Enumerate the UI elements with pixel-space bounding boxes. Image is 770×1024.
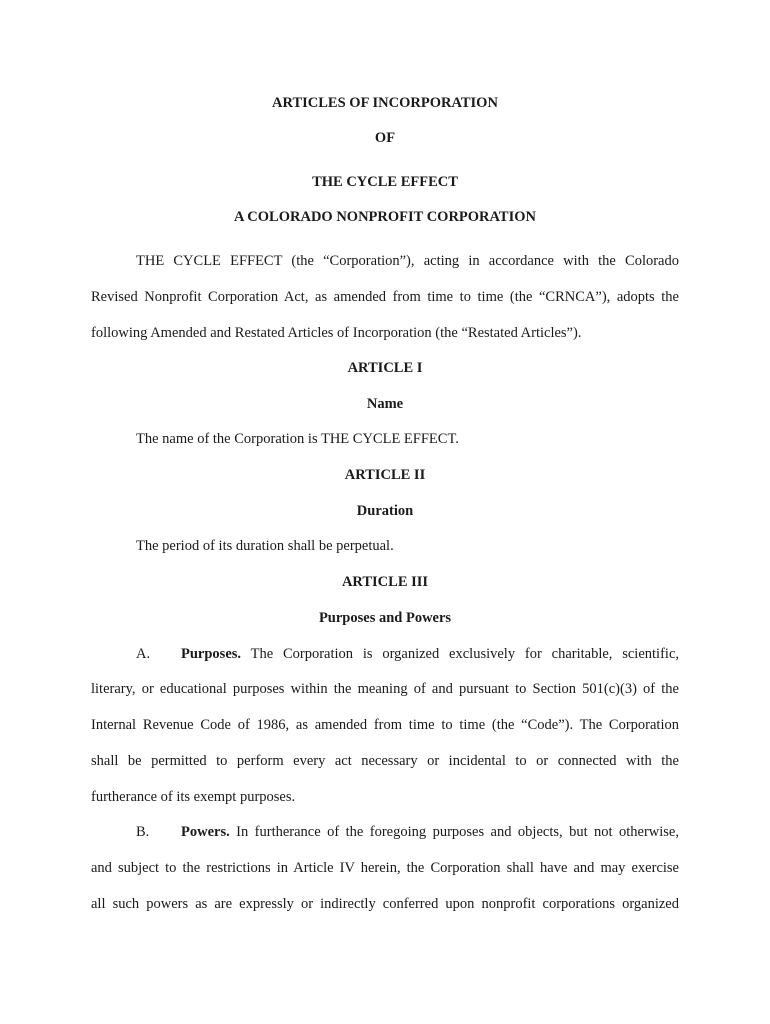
article1-subheading: Name bbox=[366, 396, 404, 412]
article3-subheading: Purposes and Powers bbox=[318, 610, 452, 626]
section-a-line-5: furtherance of its exempt purposes. bbox=[91, 789, 296, 805]
section-b-label: B. bbox=[136, 824, 150, 840]
article2-text: The period of its duration shall be perpetual. bbox=[136, 538, 394, 554]
article1-text: The name of the Corporation is THE CYCLE EFFECT. bbox=[136, 431, 459, 447]
title-line-2: OF bbox=[374, 130, 396, 146]
section-b-line-1-text: In furtherance of the foregoing purposes and objects, but not otherwise, bbox=[229, 824, 679, 840]
article3-heading: ARTICLE III bbox=[341, 574, 429, 590]
section-a-line-1-text: The Corporation is organized exclusively for charitable, scientific, bbox=[241, 646, 679, 662]
section-b-title: Powers. bbox=[181, 824, 230, 840]
section-a-line-4: shall be permitted to perform every act necessary or incidental to or connected with the bbox=[91, 753, 679, 769]
section-a-line-1 bbox=[136, 645, 679, 663]
title-line-1: ARTICLES OF INCORPORATION bbox=[272, 95, 498, 111]
intro-line-3: following Amended and Restated Articles of Incorporation (the “Restated Articles”). bbox=[91, 325, 582, 341]
section-b-line-2: and subject to the restrictions in Article IV herein, the Corporation shall have and may exercise bbox=[91, 860, 679, 876]
section-b-line-3: all such powers as are expressly or indirectly conferred upon nonprofit corporations organized bbox=[91, 896, 679, 912]
section-b-line-1 bbox=[136, 823, 679, 841]
title-line-3: THE CYCLE EFFECT bbox=[312, 174, 458, 190]
section-a-title: Purposes. bbox=[181, 646, 242, 662]
section-a-label: A. bbox=[136, 646, 151, 662]
article2-heading: ARTICLE II bbox=[344, 467, 426, 483]
article2-subheading: Duration bbox=[356, 503, 414, 519]
title-line-4: A COLORADO NONPROFIT CORPORATION bbox=[234, 209, 536, 225]
intro-line-1: THE CYCLE EFFECT (the “Corporation”), acting in accordance with the Colorado bbox=[136, 253, 679, 269]
article1-heading: ARTICLE I bbox=[347, 360, 423, 376]
section-a-line-3: Internal Revenue Code of 1986, as amended from time to time (the “Code”). The Corporation bbox=[91, 717, 679, 733]
intro-line-2: Revised Nonprofit Corporation Act, as amended from time to time (the “CRNCA”), adopts the bbox=[91, 289, 679, 305]
section-a-line-2: literary, or educational purposes within the meaning of and pursuant to Section 501(c)(3) of the bbox=[91, 681, 679, 697]
